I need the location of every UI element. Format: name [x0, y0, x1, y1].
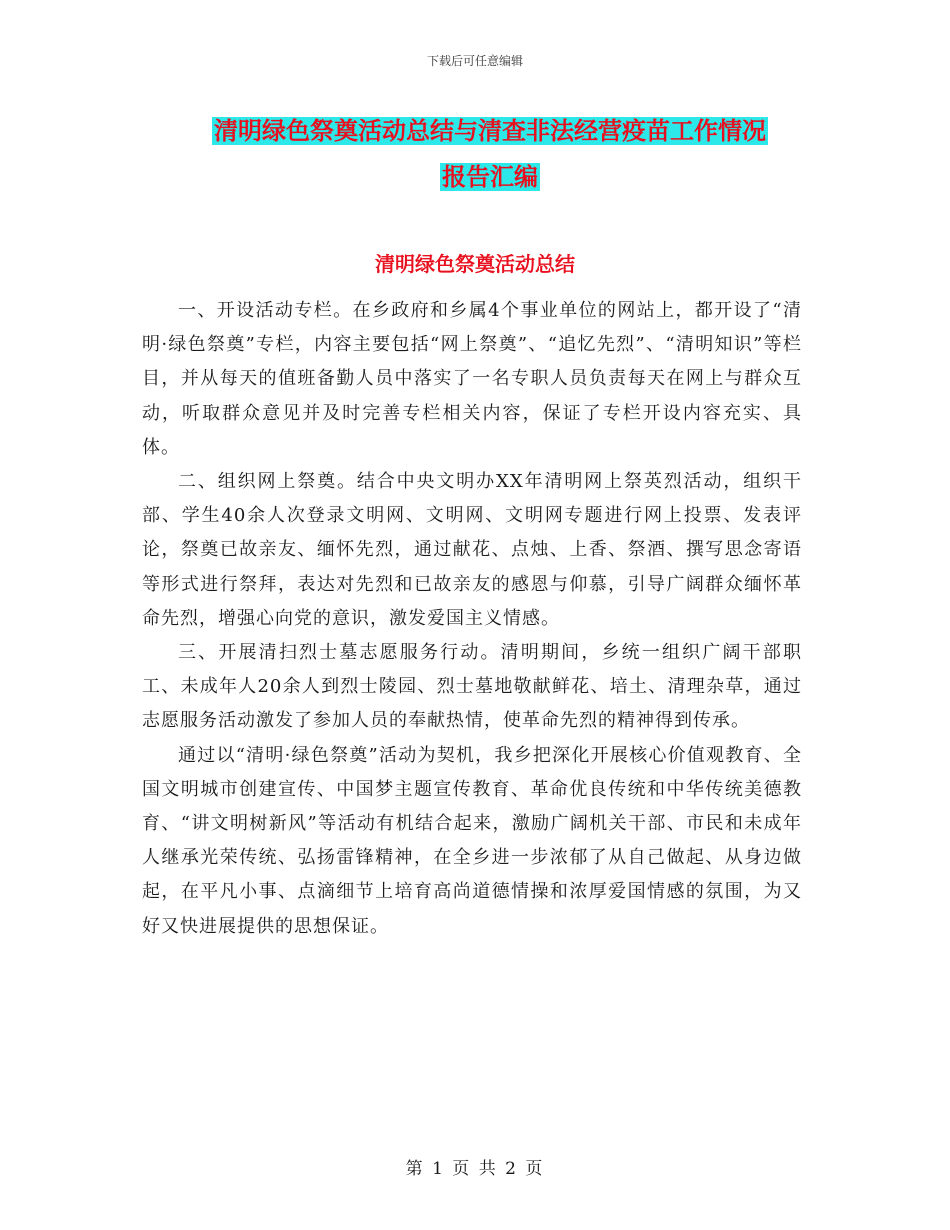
document-title: [140, 108, 840, 200]
page-number-footer: 第 1 页 共 2 页: [405, 1159, 545, 1179]
paragraph-3: 三、开展清扫烈士墓志愿服务行动。清明期间，乡统一组织广阔干部职工、未成年人20余人到烈士陵园、烈士墓地敬献鲜花、培土、清理杂草，通过志愿服务活动激发了参加人员的奉献热情，使革命先烈的精神得到传承。: [142, 642, 802, 732]
paragraph-4: 通过以“清明·绿色祭奠”活动为契机，我乡把深化开展核心价值观教育、全国文明城市创建宣传、中国梦主题宣传教育、革命优良传统和中华传统美德教育、“讲文明树新风”等活动有机结合起来，激励广阔机关干部、市民和未成年人继承光荣传统、弘扬雷锋精神，在全乡进一步浓郁了从自己做起、从身边做起，在平凡小事、点滴细节上培育高尚道德情操和浓厚爱国情感的氛围，为又好又快进展提供的思想保证。: [142, 744, 802, 937]
header-note: 下载后可任意编辑: [426, 54, 523, 68]
paragraph-1: 一、开设活动专栏。在乡政府和乡属4个事业单位的网站上，都开设了“清明·绿色祭奠”专栏，内容主要包括“网上祭奠”、“追忆先烈”、“清明知识”等栏目，并从每天的值班备勤人员中落实了一名专职人员负责每天在网上与群众互动，听取群众意见并及时完善专栏相关内容，保证了专栏开设内容充实、具体。: [142, 300, 802, 458]
section-title: 清明绿色祭奠活动总结: [375, 252, 575, 276]
document-title-line-2: 报告汇编: [442, 163, 538, 191]
document-title-line-1: 清明绿色祭奠活动总结与清查非法经营疫苗工作情况: [214, 117, 766, 145]
paragraph-2: 二、组织网上祭奠。结合中央文明办XX年清明网上祭英烈活动，组织干部、学生40余人次登录文明网、文明网、文明网专题进行网上投票、发表评论，祭奠已故亲友、缅怀先烈，通过献花、点烛、上香、祭酒、撰写思念寄语等形式进行祭拜，表达对先烈和已故亲友的感恩与仰慕，引导广阔群众缅怀革命先烈，增强心向党的意识，激发爱国主义情感。: [142, 471, 802, 629]
document-body: [142, 294, 802, 944]
